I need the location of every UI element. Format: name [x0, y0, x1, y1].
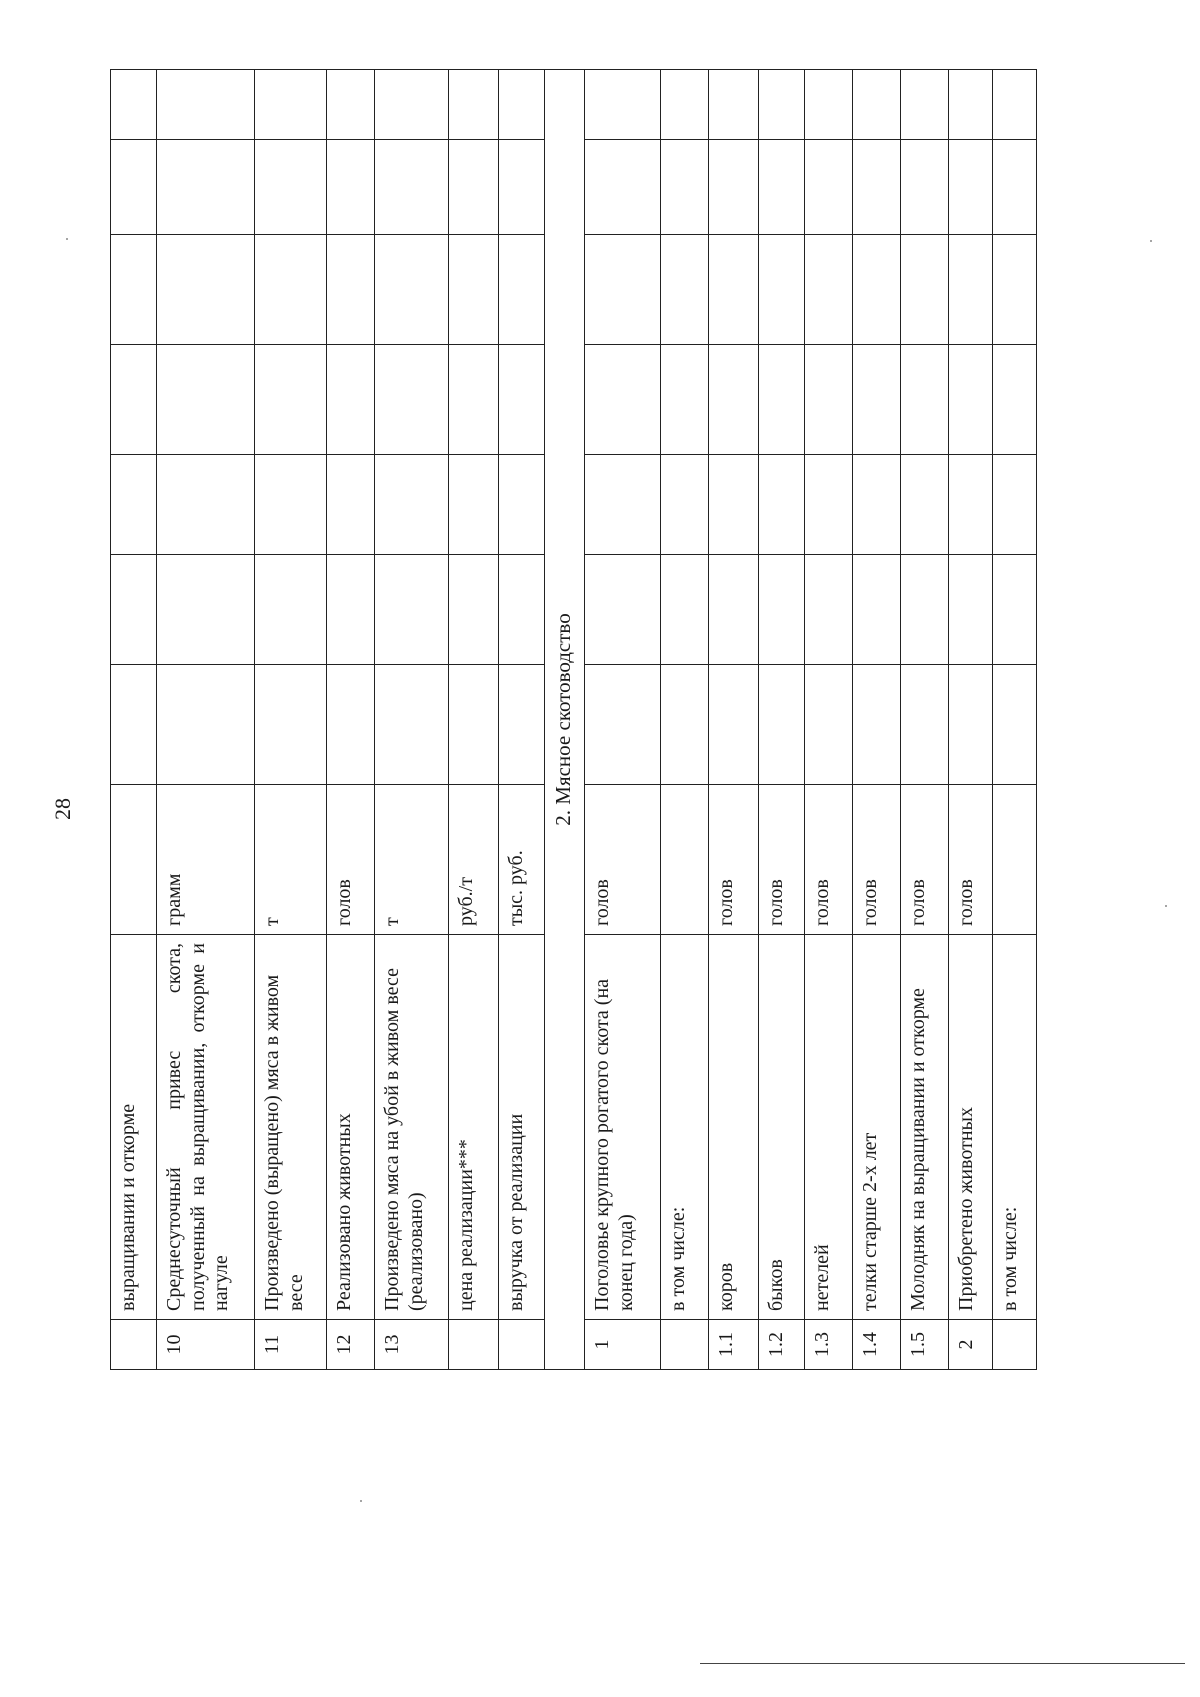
scan-speck	[1150, 240, 1152, 242]
row-number	[111, 1320, 157, 1370]
indicator-table	[110, 69, 1037, 1370]
table-row	[449, 70, 499, 1370]
page-number: 28	[50, 798, 75, 820]
row-unit: голов	[585, 785, 661, 935]
row-label: коров	[709, 935, 759, 1320]
row-unit: т	[255, 785, 327, 935]
row-number: 12	[327, 1320, 375, 1370]
row-number: 1.3	[805, 1320, 853, 1370]
table-row	[901, 70, 949, 1370]
row-number	[499, 1320, 545, 1370]
row-unit: т	[375, 785, 449, 935]
scan-speck	[66, 238, 68, 240]
table-row	[545, 70, 585, 1370]
row-number	[993, 1320, 1037, 1370]
row-label: выращивании и откорме	[111, 935, 157, 1320]
row-label: быков	[759, 935, 805, 1320]
row-label: Поголовье крупного рогатого скота (на конец года)	[585, 935, 661, 1320]
row-label: выручка от реализации	[499, 935, 545, 1320]
row-unit: голов	[709, 785, 759, 935]
table-row	[327, 70, 375, 1370]
row-number: 1.4	[853, 1320, 901, 1370]
row-label: в том числе:	[661, 935, 709, 1320]
row-unit: голов	[759, 785, 805, 935]
row-number: 11	[255, 1320, 327, 1370]
footnote-separator-line	[700, 1663, 1185, 1664]
row-number: 1	[585, 1320, 661, 1370]
row-label: нетелей	[805, 935, 853, 1320]
scan-speck	[360, 1500, 362, 1502]
row-unit: руб./т	[449, 785, 499, 935]
row-unit: голов	[853, 785, 901, 935]
row-number: 1.2	[759, 1320, 805, 1370]
row-number: 13	[375, 1320, 449, 1370]
row-label: Среднесуточный привес скота, полученный на выращивании, откорме и нагуле	[157, 935, 255, 1320]
table-row	[949, 70, 993, 1370]
row-label: Приобретено животных	[949, 935, 993, 1320]
table-row	[993, 70, 1037, 1370]
row-number: 1.1	[709, 1320, 759, 1370]
row-number	[449, 1320, 499, 1370]
row-unit: голов	[949, 785, 993, 935]
row-unit	[661, 785, 709, 935]
table-row	[709, 70, 759, 1370]
row-number: 10	[157, 1320, 255, 1370]
row-unit	[111, 785, 157, 935]
row-unit	[993, 785, 1037, 935]
row-label: Реализовано животных	[327, 935, 375, 1320]
table-row	[661, 70, 709, 1370]
scan-speck	[1165, 905, 1167, 907]
table-row	[111, 70, 157, 1370]
table-row	[853, 70, 901, 1370]
rotated-table-sheet	[110, 70, 1021, 1370]
table-row	[759, 70, 805, 1370]
row-number	[661, 1320, 709, 1370]
row-unit: голов	[805, 785, 853, 935]
row-unit: голов	[901, 785, 949, 935]
table-row	[255, 70, 327, 1370]
table-row	[499, 70, 545, 1370]
row-unit: тыс. руб.	[499, 785, 545, 935]
row-label: Молодняк на выращивании и откорме	[901, 935, 949, 1320]
table-row	[157, 70, 255, 1370]
row-number: 1.5	[901, 1320, 949, 1370]
row-label: в том числе:	[993, 935, 1037, 1320]
row-label: цена реализации***	[449, 935, 499, 1320]
row-unit: голов	[327, 785, 375, 935]
table-row	[375, 70, 449, 1370]
section-header: 2. Мясное скотоводство	[545, 70, 585, 1370]
table-row	[585, 70, 661, 1370]
row-label: Произведено (выращено) мяса в живом весе	[255, 935, 327, 1320]
row-unit: грамм	[157, 785, 255, 935]
row-label: Произведено мяса на убой в живом весе (реализовано)	[375, 935, 449, 1320]
row-label: телки старше 2-х лет	[853, 935, 901, 1320]
row-number: 2	[949, 1320, 993, 1370]
table-row	[805, 70, 853, 1370]
